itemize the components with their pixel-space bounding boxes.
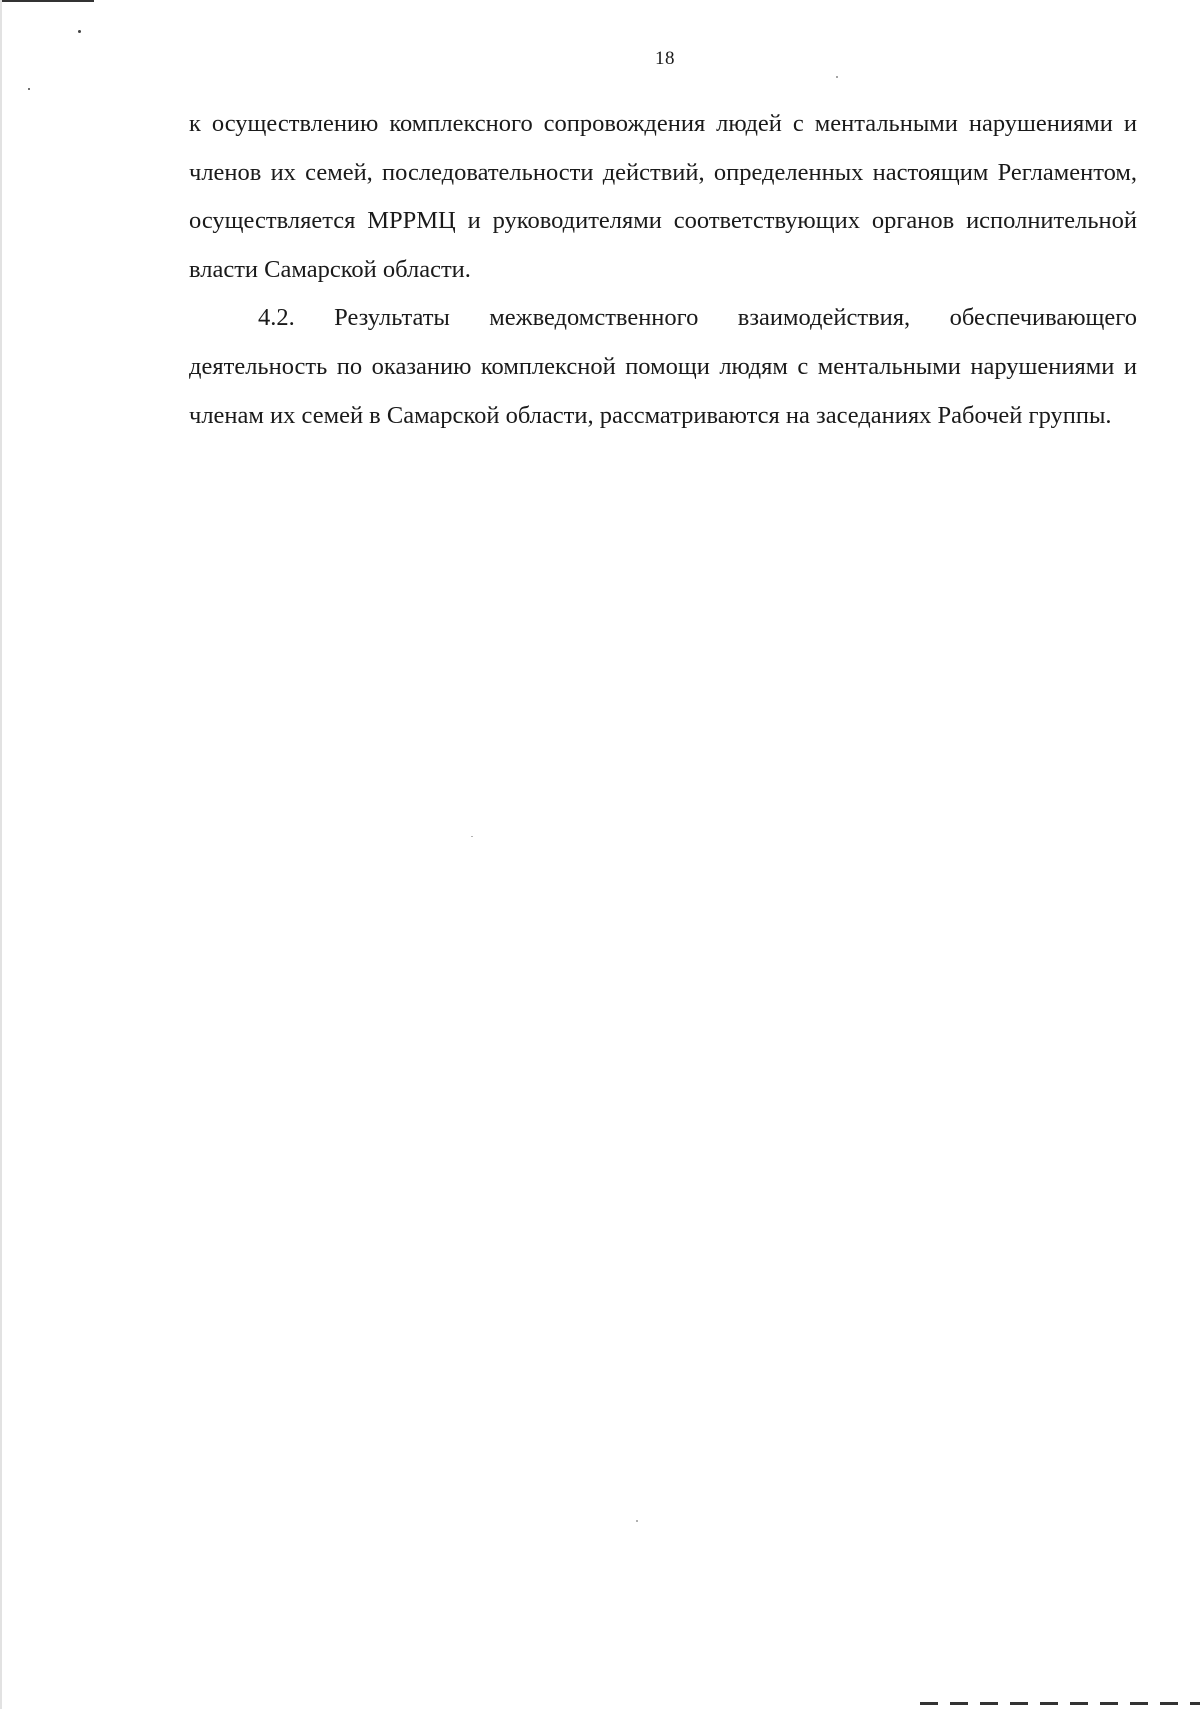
scan-speck <box>836 76 838 78</box>
page-number: 18 <box>655 48 675 69</box>
scan-speck <box>636 1520 638 1522</box>
paragraph-4-2: 4.2. Результаты межведомственного взаимодействия, обеспечивающего деятельность по оказанию комплексной помощи людям с ментальными нарушениями и членам их семей в Самарской области, рассматриваются на заседаниях Рабочей группы. <box>189 304 1137 429</box>
scan-edge-bottom <box>920 1702 1200 1705</box>
scan-speck <box>28 88 30 90</box>
scan-edge-top <box>0 0 94 2</box>
document-body <box>189 100 1137 440</box>
paragraph-continuation: к осуществлению комплексного сопровождения людей с ментальными нарушениями и членов их семей, последовательности действий, определенных настоящим Регламентом, осуществляется МРРМЦ и руководителями соответствующих органов исполнительной власти Самарской области. <box>189 110 1137 283</box>
scan-speck <box>471 836 473 837</box>
scan-edge-left <box>0 0 2 1709</box>
scan-speck <box>78 30 81 33</box>
